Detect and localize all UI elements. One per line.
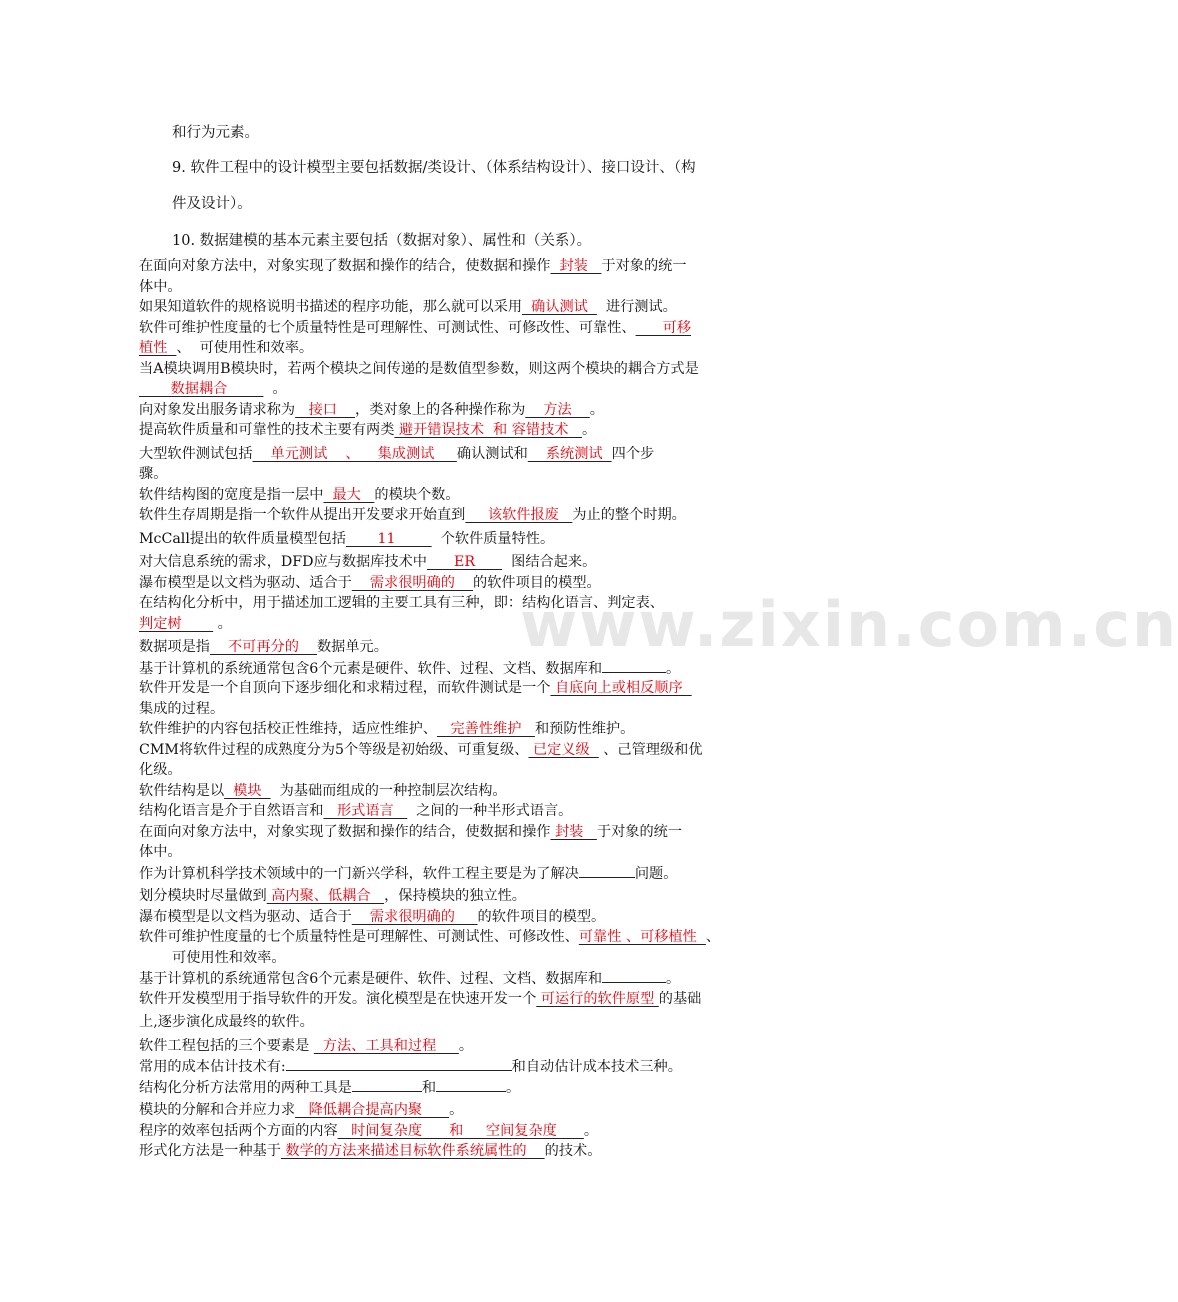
line-text: 。 [213, 615, 232, 632]
line-text: 软件生存周期是指一个软件从提出开发要求开始直到 [139, 507, 466, 523]
text-line [139, 678, 784, 699]
line-text: 当A模块调用B模块时，若两个模块之间传递的是数值型参数，则这两个模块的耦合方式是 [139, 360, 699, 377]
line-text: 软件结构是以 [139, 782, 225, 799]
line-text: 于对象的统一 [596, 823, 683, 840]
line-text: 在面向对象方法中，对象实现了数据和操作的结合，使数据和操作 [139, 823, 551, 840]
line-text: 确认测试和 [456, 445, 528, 462]
line-text: 。 [506, 1079, 521, 1096]
top-line-1: 和行为元素。 [172, 125, 259, 141]
answer-blank: 可运行的软件原型 [536, 990, 659, 1007]
text-line [139, 505, 784, 526]
line-text: McCall提出的软件质量模型包括 [139, 530, 346, 547]
line-text: 结构化语言是介于自然语言和 [139, 803, 324, 819]
text-line [139, 1100, 784, 1121]
answer-blank: 封装 [550, 258, 602, 274]
text-line [139, 573, 784, 594]
text-line [139, 256, 784, 277]
text-line [139, 552, 784, 573]
empty-blank [286, 1056, 512, 1071]
line-text: 为止的整个时期。 [572, 507, 686, 523]
empty-blank [579, 863, 635, 878]
answer-blank: 方法 [525, 401, 590, 418]
line-text: 和自动估计成本技术三种。 [511, 1059, 682, 1075]
empty-blank [436, 1077, 506, 1092]
line-text: 如果知道软件的规格说明书描述的程序功能，那么就可以采用 [139, 299, 523, 315]
text-line [139, 379, 784, 400]
line-text: 上,逐步演化成最终的软件。 [139, 1014, 314, 1030]
text-line [139, 1077, 784, 1098]
line-text: 个软件质量特性。 [431, 530, 555, 547]
line-text: ，保持模块的独立性。 [384, 888, 526, 904]
line-text: 瀑布模型是以文档为驱动、适合于 [139, 574, 352, 591]
line-text: 对大信息系统的需求，DFD应与数据库技术中 [139, 554, 427, 570]
answer-blank: 单元测试 、 集成测试 [252, 445, 457, 462]
text-line [139, 886, 784, 907]
text-line [139, 927, 784, 948]
line-text: 的软件项目的模型。 [477, 908, 606, 925]
line-text: 、 可使用性和效率。 [176, 340, 314, 356]
line-text: 的基础 [658, 990, 702, 1007]
question-list [139, 256, 784, 1162]
line-text: 常用的成本估计技术有: [139, 1059, 286, 1075]
answer-blank: 降低耦合提高内聚 [295, 1102, 450, 1118]
answer-blank: 数学的方法来描述目标软件系统属性的 [280, 1143, 545, 1159]
line-text: 数据项是指 [139, 639, 210, 655]
text-line [139, 1141, 784, 1162]
line-text: 模块的分解和合并应力求 [139, 1102, 296, 1118]
line-text: ，类对象上的各种操作称为 [355, 401, 526, 418]
text-line [139, 822, 784, 843]
text-line [139, 1121, 784, 1142]
answer-blank: 确认测试 [522, 299, 597, 315]
answer-blank: 模块 [224, 782, 271, 799]
text-line [139, 801, 784, 822]
top-line-3: 件及设计）。 [172, 196, 252, 212]
empty-blank [602, 658, 666, 673]
text-line [139, 968, 784, 989]
answer-blank: 自底向上或相反顺序 [550, 680, 692, 696]
line-text: 大型软件测试包括 [139, 445, 253, 462]
top-line-2: 9. 软件工程中的设计模型主要包括数据/类设计、（体系结构设计）、接口设计、（构 [172, 160, 696, 176]
line-text: 软件可维护性度量的七个质量特性是可理解性、可测试性、可修改性、可靠性、 [139, 319, 636, 336]
text-line [139, 529, 784, 550]
line-text: 和 [421, 1079, 437, 1096]
line-text: 在结构化分析中，用于描述加工逻辑的主要工具有三种，即：结构化语言、判定表、 [139, 595, 664, 611]
line-text: 基于计算机的系统通常包含6个元素是硬件、软件、过程、文档、数据库和 [139, 971, 603, 987]
answer-blank: 可靠性 、可移植性 [578, 929, 706, 945]
line-text: 、 [705, 929, 721, 945]
line-text: 软件开发是一个自顶向下逐步细化和求精过程，而软件测试是一个 [139, 680, 551, 696]
line-text: 可使用性和效率。 [172, 949, 286, 966]
answer-blank: 高内聚、低耦合 [266, 888, 385, 904]
line-text: 骤。 [139, 466, 168, 482]
line-text: 基于计算机的系统通常包含6个元素是硬件、软件、过程、文档、数据库和 [139, 660, 603, 677]
line-text: 于对象的统一 [601, 258, 687, 274]
text-line [139, 842, 784, 863]
line-text: 。 [583, 1122, 599, 1139]
answer-blank: 时间复杂度 和 空间复杂度 [337, 1122, 584, 1139]
line-text: 软件可维护性度量的七个质量特性是可理解性、可测试性、可修改性、 [139, 929, 579, 945]
text-line [139, 699, 784, 720]
line-text: 形式化方法是一种基于 [139, 1143, 281, 1159]
text-line [139, 637, 784, 658]
text-line [139, 464, 784, 485]
line-text: 。 [666, 660, 681, 677]
line-text: 数据单元。 [316, 639, 388, 655]
text-line [139, 338, 784, 359]
line-text: 为基础而组成的一种控制层次结构。 [270, 782, 507, 799]
line-text: 。 [582, 422, 597, 438]
line-text: 。 [589, 401, 604, 418]
top-line-4: 10. 数据建模的基本元素主要包括（数据对象）、属性和（关系）。 [172, 233, 592, 249]
answer-blank: 该软件报废 [465, 507, 573, 523]
line-text: 化级。 [139, 762, 182, 778]
line-text: 的模块个数。 [374, 486, 460, 503]
answer-blank: ER [426, 554, 503, 570]
line-text: 向对象发出服务请求称为 [139, 401, 296, 418]
text-line [139, 658, 784, 679]
text-line [139, 948, 784, 969]
answer-blank: 数据耦合 [139, 381, 264, 397]
answer-blank: 封装 [550, 823, 597, 840]
line-text: 。 [263, 381, 287, 397]
line-text: 和预防性维护。 [534, 721, 635, 737]
text-line [139, 989, 784, 1010]
line-text: 四个步 [611, 445, 655, 462]
text-line [139, 277, 784, 298]
line-text: 软件工程包括的三个要素是 [139, 1037, 314, 1054]
text-line [139, 593, 784, 614]
text-line [139, 1036, 784, 1057]
answer-blank: 完善性维护 [436, 721, 535, 737]
text-line [139, 359, 784, 380]
line-text: 、己管理级和优 [598, 741, 703, 758]
answer-blank: 最大 [323, 486, 375, 503]
text-line [139, 740, 784, 761]
text-line [139, 781, 784, 802]
text-line [139, 863, 784, 884]
line-text: CMM将软件过程的成熟度分为5个等级是初始级、可重复级、 [139, 741, 529, 758]
line-text: 。 [449, 1102, 464, 1118]
line-text: 作为计算机科学技术领域中的一门新兴学科，软件工程主要是为了解决 [139, 865, 579, 882]
text-line [139, 318, 784, 339]
line-text: 体中。 [139, 278, 182, 295]
line-text: 的软件项目的模型。 [473, 574, 601, 591]
line-text: 结构化分析方法常用的两种工具是 [139, 1079, 352, 1096]
line-text: 图结合起来。 [502, 554, 597, 570]
line-text: 之间的一种半形式语言。 [407, 803, 573, 819]
text-line [139, 420, 784, 441]
line-text: 集成的过程。 [139, 700, 225, 717]
line-text: 程序的效率包括两个方面的内容 [139, 1122, 338, 1139]
answer-blank: 已定义级 [528, 741, 599, 758]
answer-blank: 可移 [635, 319, 692, 336]
line-text: 软件维护的内容包括校正性维持，适应性维护、 [139, 721, 437, 737]
answer-blank: 方法、工具和过程 [313, 1037, 459, 1054]
answer-blank: 不可再分的 [209, 639, 317, 655]
answer-blank: 需求很明确的 [351, 908, 478, 925]
text-line [139, 400, 784, 421]
line-text: 软件结构图的宽度是指一层中 [139, 486, 324, 503]
line-text: 软件开发模型用于指导软件的开发。演化模型是在快速开发一个 [139, 990, 537, 1007]
answer-blank: 判定树 [139, 615, 214, 632]
text-line [139, 907, 784, 928]
line-text: 体中。 [139, 844, 182, 860]
line-text: 在面向对象方法中，对象实现了数据和操作的结合，使数据和操作 [139, 258, 551, 274]
line-text: 提高软件质量和可靠性的技术主要有两类 [139, 422, 395, 438]
line-text: 划分模块时尽量做到 [139, 888, 267, 904]
answer-blank: 形式语言 [323, 803, 408, 819]
line-text: 。 [458, 1037, 474, 1054]
text-line [139, 614, 784, 635]
text-line [139, 485, 784, 506]
answer-blank: 避开错误技术 和 容错技术 [394, 422, 583, 438]
answer-blank: 接口 [295, 401, 356, 418]
line-text: 瀑布模型是以文档为驱动、适合于 [139, 908, 352, 925]
text-line [139, 719, 784, 740]
text-line [139, 1056, 784, 1077]
empty-blank [352, 1077, 422, 1092]
line-text: 。 [666, 971, 681, 987]
answer-blank: 系统测试 [527, 445, 612, 462]
text-line [139, 1012, 784, 1033]
watermark: www.zixin.com.cn [520, 588, 1178, 661]
line-text: 问题。 [634, 865, 678, 882]
text-line [139, 297, 784, 318]
line-text: 进行测试。 [596, 299, 677, 315]
text-line [139, 444, 784, 465]
empty-blank [602, 968, 666, 983]
text-line [139, 760, 784, 781]
answer-blank: 11 [345, 530, 432, 547]
line-text: 的技术。 [544, 1143, 602, 1159]
answer-blank: 植性 [139, 340, 177, 356]
answer-blank: 需求很明确的 [351, 574, 474, 591]
